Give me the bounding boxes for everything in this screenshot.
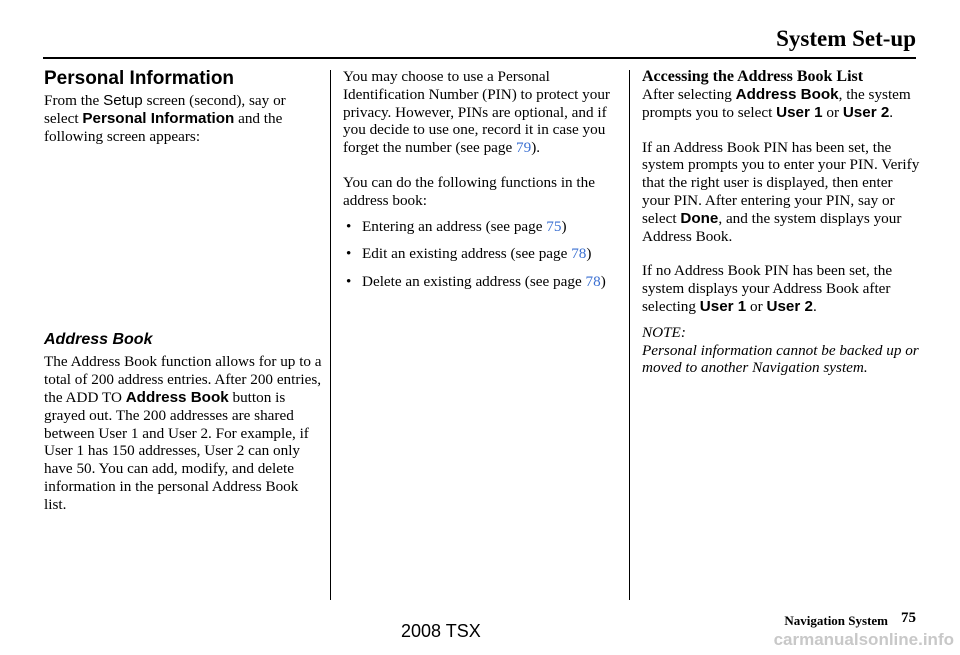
user-2-term: User 2	[842, 103, 890, 121]
setup-term: Setup	[103, 92, 143, 109]
header-title: System Set-up	[776, 26, 916, 51]
footer-model: 2008 TSX	[401, 621, 481, 641]
address-book-paragraph: The Address Book function allows for up to a total of 200 address entries. After 200 entries, the ADD TO Address Book button is grayed out. The 200 addresses are shared between User 1 and User 2. For example, if User 1 has 150 addresses, User 2 can only have 50. You can add, modify, and delete information in the personal Address Book list.	[44, 353, 322, 513]
address-book-term: Address Book	[735, 86, 839, 103]
page-link[interactable]: 78	[571, 245, 587, 263]
no-pin-paragraph: If no Address Book PIN has been set, the system displays your Address Book after selecting User 1 or User 2.	[642, 262, 893, 315]
user-2-term: User 2	[766, 297, 813, 315]
intro-paragraph: From the Setup screen (second), say or select Personal Information and the following screen appears:	[44, 92, 286, 145]
address-book-term: Address Book	[125, 388, 229, 406]
column-2	[343, 68, 623, 301]
pin-set-paragraph: If an Address Book PIN has been set, the system prompts you to enter your PIN. Verify that the right user is displayed, then enter your PIN. After entering your PIN, say or select Done, and the system displays your Address Book.	[642, 138, 920, 245]
personal-information-term: Personal Information	[82, 109, 235, 127]
column-1	[44, 68, 324, 514]
list-item: • Delete an existing address (see page 78)	[343, 273, 623, 291]
pin-paragraph: You may choose to use a Personal Identification Number (PIN) to protect your privacy. However, PINs are optional, and if you decide to use one, record it in case you forget the number (see page 79).	[343, 68, 610, 157]
column-divider-right	[629, 70, 630, 600]
page-number: 75	[901, 610, 916, 626]
page-link[interactable]: 79	[516, 139, 532, 157]
section-heading: Personal Information	[44, 68, 235, 89]
column-3	[642, 68, 922, 377]
column-divider-left	[330, 70, 331, 600]
list-item: • Entering an address (see page 75)	[343, 218, 623, 236]
footer-nav-title: Navigation System	[784, 613, 888, 628]
note-text: Personal information cannot be backed up or moved to another Navigation system.	[642, 341, 919, 377]
accessing-heading: Accessing the Address Book List	[642, 68, 864, 85]
note-label: NOTE:	[642, 323, 686, 341]
page-link[interactable]: 78	[585, 273, 601, 291]
address-book-heading: Address Book	[44, 331, 153, 349]
list-item: • Edit an existing address (see page 78)	[343, 245, 623, 263]
select-user-paragraph: After selecting Address Book, the system prompts you to select User 1 or User 2.	[642, 86, 911, 121]
header-rule	[43, 57, 916, 59]
functions-paragraph: You can do the following functions in the address book:	[343, 173, 595, 209]
user-1-term: User 1	[776, 103, 823, 121]
page-link[interactable]: 75	[546, 217, 562, 235]
user-1-term: User 1	[699, 297, 747, 315]
image-placeholder	[44, 145, 324, 331]
functions-list	[343, 218, 623, 291]
done-term: Done	[680, 209, 719, 227]
watermark: carmanualsonline.info	[773, 630, 954, 649]
